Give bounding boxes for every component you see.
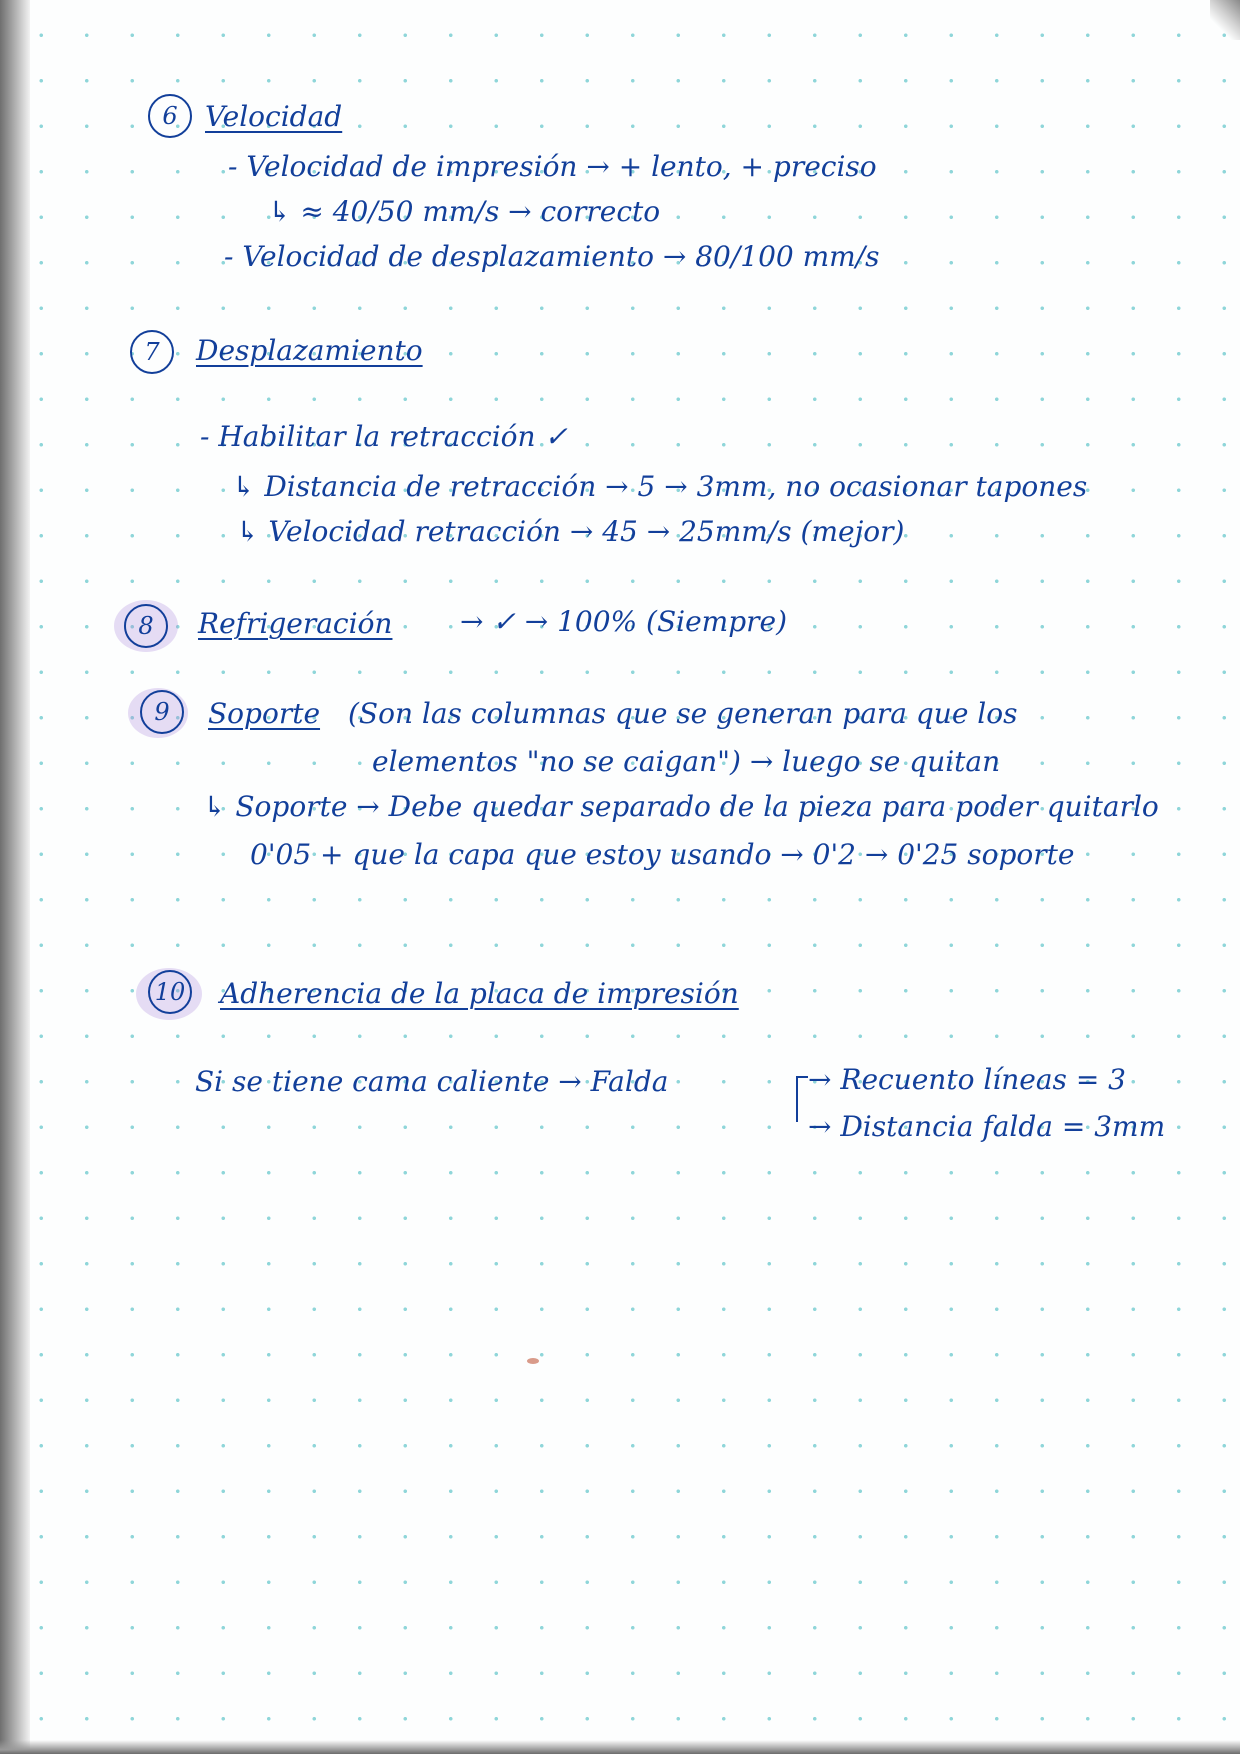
section-8-title: Refrigeración xyxy=(198,607,393,640)
section-9-line-2: ↳ Soporte → Debe quedar separado de la pieza para poder quitarlo xyxy=(203,790,1159,823)
section-6-number: 6 xyxy=(148,94,192,138)
section-7-line-1: - Habilitar la retracción ✓ xyxy=(200,420,568,453)
section-10-line-3: → Distancia falda = 3mm xyxy=(808,1110,1166,1143)
section-10-line-2: → Recuento líneas = 3 xyxy=(808,1063,1126,1096)
notebook-binding-edge xyxy=(0,0,30,1754)
section-9-line-3: 0'05 + que la capa que estoy usando → 0'2 → 0'25 soporte xyxy=(250,838,1075,871)
section-6-line-3: - Velocidad de desplazamiento → 80/100 mm/s xyxy=(224,240,880,273)
section-10-number: 10 xyxy=(148,970,192,1014)
section-9-line-1: elementos "no se caigan") → luego se quitan xyxy=(372,745,1001,778)
section-7-line-2: ↳ Distancia de retracción → 5 → 3mm, no ocasionar tapones xyxy=(232,470,1088,503)
page-corner-shadow xyxy=(1210,0,1240,40)
section-7-number: 7 xyxy=(130,330,174,374)
section-9-number: 9 xyxy=(140,690,184,734)
falda-bracket xyxy=(796,1076,808,1122)
section-8-number: 8 xyxy=(124,604,168,648)
section-7-title: Desplazamiento xyxy=(196,334,423,367)
section-6-line-1: - Velocidad de impresión → + lento, + preciso xyxy=(228,150,877,183)
section-10-title: Adherencia de la placa de impresión xyxy=(220,977,739,1010)
section-9-inline: (Son las columnas que se generan para que los xyxy=(348,697,1018,730)
section-9-title: Soporte xyxy=(208,697,321,730)
section-6-line-2: ↳ ≈ 40/50 mm/s → correcto xyxy=(268,195,661,228)
section-6-title: Velocidad xyxy=(205,100,343,133)
section-8-inline: → ✓ → 100% (Siempre) xyxy=(460,605,788,638)
page-bottom-edge xyxy=(0,1740,1240,1754)
section-7-line-3: ↳ Velocidad retracción → 45 → 25mm/s (mejor) xyxy=(236,515,905,548)
paper-stain xyxy=(527,1358,539,1364)
section-10-line-1: Si se tiene cama caliente → Falda xyxy=(195,1065,669,1098)
